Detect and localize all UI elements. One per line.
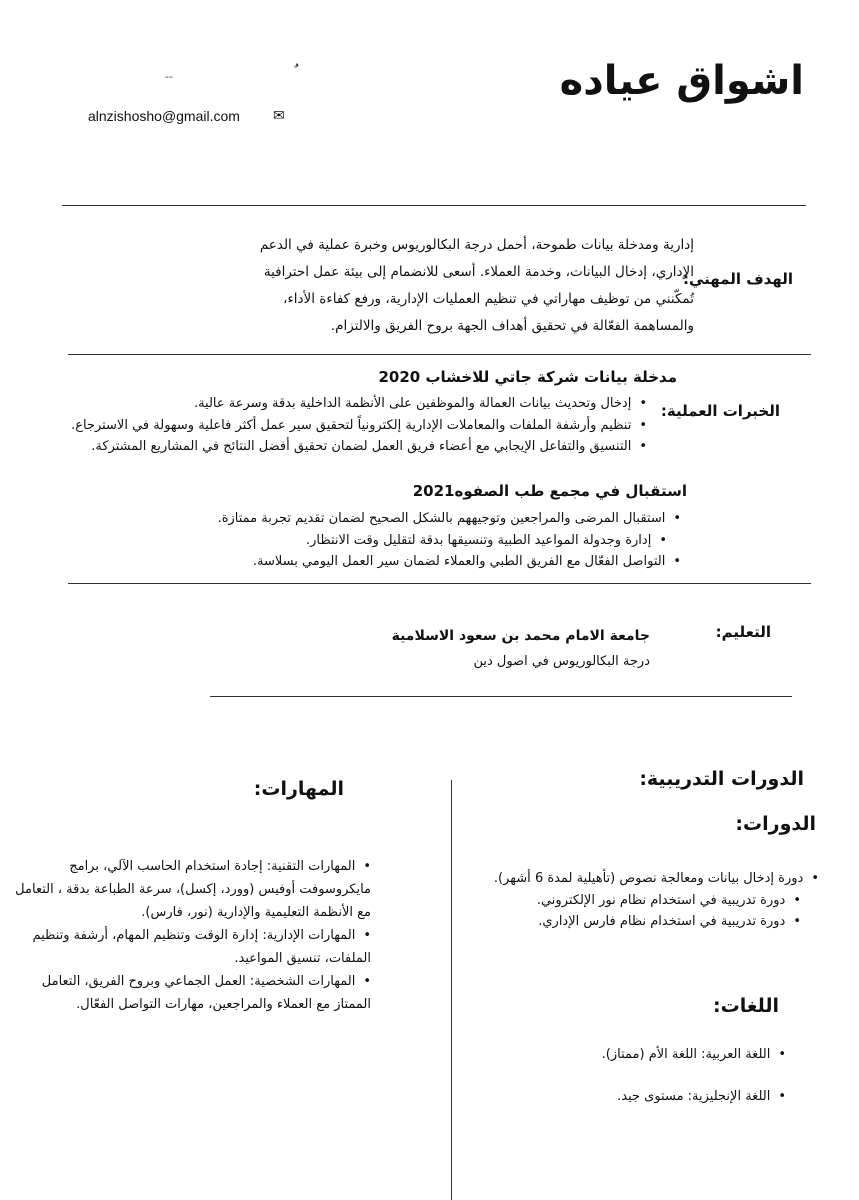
divider: [62, 205, 806, 206]
list-item: • دورة تدريبية في استخدام نظام نور الإلكتروني.: [494, 890, 801, 912]
education-label: التعليم:: [715, 623, 771, 641]
job-duties-list: [71, 393, 647, 458]
university-name: جامعة الامام محمد بن سعود الاسلامية: [391, 628, 650, 644]
languages-label: اللغات:: [713, 995, 779, 1017]
list-item: • المهارات الشخصية: العمل الجماعي وبروح الفريق، التعامل الممتاز مع العملاء والمراجعين، مهارات التواصل الفعّال.: [11, 970, 371, 1016]
list-item: • إدارة وجدولة المواعيد الطبية وتنسيقها بدقة لتقليل وقت الانتظار.: [218, 530, 667, 552]
divider: [68, 583, 811, 584]
skills-list: [11, 855, 371, 1016]
degree-text: درجة البكالوريوس في اصول دين: [473, 654, 650, 669]
job-title: استقبال في مجمع طب الصفوه2021: [412, 482, 687, 500]
list-item: • التواصل الفعّال مع الفريق الطبي والعملاء لضمان سير العمل اليومي بسلاسة.: [218, 551, 681, 573]
column-divider: [451, 780, 452, 1200]
training-label: الدورات التدريبية:: [639, 768, 804, 790]
list-item: • استقبال المرضى والمراجعين وتوجيههم بالشكل الصحيح لضمان تقديم تجربة ممتازة.: [218, 508, 681, 530]
job-duties-list: [218, 508, 681, 573]
list-item: • التنسيق والتفاعل الإيجابي مع أعضاء فريق العمل لضمان تحقيق أفضل النتائج في المشاريع المشتركة.: [71, 436, 647, 458]
objective-line: والمساهمة الفعّالة في تحقيق أهداف الجهة بروح الفريق والالتزام.: [330, 318, 694, 334]
objective-line: الإداري، إدخال البيانات، وخدمة العملاء. أسعى للانضمام إلى بيئة عمل احترافية: [263, 264, 694, 280]
email-address[interactable]: alnzishosho@gmail.com: [88, 108, 240, 124]
header-dash: --: [165, 70, 173, 83]
courses-list: [494, 868, 819, 933]
list-item: • إدخال وتحديث بيانات العمالة والموظفين على الأنظمة الداخلية بدقة وسرعة عالية.: [71, 393, 647, 415]
experience-label: الخبرات العملية:: [660, 402, 780, 420]
job-title: مدخلة بيانات شركة جاتي للاخشاب 2020: [378, 368, 677, 386]
list-item: • اللغة الإنجليزية: مستوى جيد.: [602, 1076, 786, 1118]
divider: [210, 696, 792, 697]
objective-label: الهدف المهني:: [682, 270, 793, 288]
list-item: • دورة إدخال بيانات ومعالجة نصوص (تأهيلية لمدة 6 أشهر).: [494, 868, 819, 890]
envelope-icon: ✉: [273, 108, 285, 124]
objective-line: إدارية ومدخلة بيانات طموحة، أحمل درجة البكالوريوس وخبرة عملية في الدعم: [259, 237, 694, 253]
divider: [68, 354, 811, 355]
list-item: • دورة تدريبية في استخدام نظام فارس الإداري.: [494, 911, 801, 933]
list-item: • تنظيم وأرشفة الملفات والمعاملات الإدارية إلكترونياً لتحقيق سير عمل أكثر فاعلية وسهولة في الاسترجاع.: [71, 415, 647, 437]
objective-text: [134, 232, 694, 340]
list-item: • المهارات الإدارية: إدارة الوقت وتنظيم المهام، أرشفة وتنظيم الملفات، تنسيق المواعيد.: [11, 924, 371, 970]
skills-label: المهارات:: [253, 778, 344, 800]
list-item: • المهارات التقنية: إجادة استخدام الحاسب الآلي، برامج مايكروسوفت أوفيس (وورد، إكسل)، سرعة الطباعة بدقة ، التعامل مع الأنظمة التعليمية والإدارية (نور، فارس).: [11, 855, 371, 924]
courses-label: الدورات:: [735, 813, 816, 835]
objective-line: تُمكّنني من توظيف مهاراتي في تنظيم العمليات الإدارية، ورفع كفاءة الأداء،: [283, 291, 694, 307]
candidate-name: اشواق عياده: [559, 58, 804, 104]
list-item: • اللغة العربية: اللغة الأم (ممتاز).: [602, 1034, 786, 1076]
languages-list: [602, 1034, 786, 1118]
